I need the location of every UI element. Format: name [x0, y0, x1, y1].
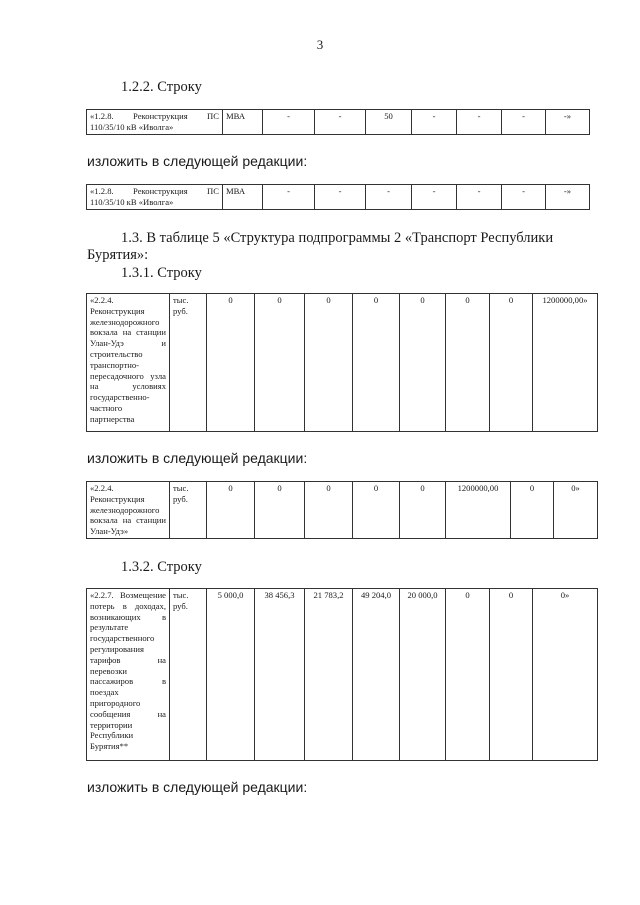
value-cell: 0	[255, 294, 305, 432]
value-cell: -	[457, 110, 502, 135]
value-cell: 5 000,0	[207, 589, 255, 761]
row-name: «1.2.8. Реконструкция ПС 110/35/10 кВ «Иволга»	[87, 185, 223, 210]
value-cell: -	[315, 110, 366, 135]
value-cell: 0	[255, 482, 305, 539]
value-cell: 0	[490, 589, 533, 761]
value-cell: -	[412, 185, 457, 210]
value-cell: -	[366, 185, 412, 210]
value-cell: 21 783,2	[305, 589, 353, 761]
page-number: 3	[316, 37, 324, 52]
value-cell: -	[502, 185, 546, 210]
table-row-2-2-4-new	[86, 481, 598, 539]
value-cell: 0	[305, 482, 353, 539]
value-cell: 0	[400, 482, 446, 539]
value-cell: 0	[446, 294, 490, 432]
value-cell: -»	[546, 110, 590, 135]
value-cell: -	[502, 110, 546, 135]
replace-label: изложить в следующей редакции:	[87, 153, 308, 169]
row-name: «2.2.7. Возмещение потерь в доходах, возникающих в результате государственного регулирования тарифов на перевозки пассажиров в поездах пригородного сообщения на территории Республики Бурятия**	[87, 589, 170, 761]
clause-1-3-1: 1.3.1. Строку	[121, 265, 202, 281]
value-cell: 0	[353, 294, 400, 432]
clause-1-3-line1: 1.3. В таблице 5 «Структура подпрограммы 2 «Транспорт Республики	[121, 230, 554, 246]
unit-cell: МВА	[223, 185, 263, 210]
clause-1-3-line2: Бурятия»:	[87, 247, 149, 263]
unit-cell: МВА	[223, 110, 263, 135]
unit-cell: тыс. руб.	[170, 589, 207, 761]
value-cell: 0	[207, 294, 255, 432]
row-name: «2.2.4. Реконструкция железнодорожного вокзала на станции Улан-Удэ и строительство транспортно-пересадочного узла на условиях государственно-частного партнерства	[87, 294, 170, 432]
value-cell: 38 456,3	[255, 589, 305, 761]
value-cell: -	[263, 185, 315, 210]
value-cell: 0	[400, 294, 446, 432]
value-cell: -»	[546, 185, 590, 210]
value-cell: 0»	[554, 482, 598, 539]
replace-label: изложить в следующей редакции:	[87, 779, 308, 795]
value-cell: 50	[366, 110, 412, 135]
value-cell: 0»	[533, 589, 598, 761]
value-cell: 1200000,00	[446, 482, 511, 539]
unit-cell: тыс. руб.	[170, 482, 207, 539]
table-row-2-2-4-old	[86, 293, 598, 432]
table-row-1-2-8-new	[86, 184, 590, 210]
row-name: «2.2.4. Реконструкция железнодорожного вокзала на станции Улан-Удэ»	[87, 482, 170, 539]
unit-cell: тыс. руб.	[170, 294, 207, 432]
row-name: «1.2.8. Реконструкция ПС 110/35/10 кВ «Иволга»	[87, 110, 223, 135]
value-cell: 0	[305, 294, 353, 432]
value-cell: -	[315, 185, 366, 210]
replace-label: изложить в следующей редакции:	[87, 450, 308, 466]
value-cell: 0	[490, 294, 533, 432]
value-cell: 1200000,00»	[533, 294, 598, 432]
value-cell: 0	[511, 482, 554, 539]
value-cell: 0	[446, 589, 490, 761]
clause-1-2-2: 1.2.2. Строку	[121, 79, 202, 95]
table-row-2-2-7-old	[86, 588, 598, 761]
value-cell: 20 000,0	[400, 589, 446, 761]
table-row-1-2-8-old	[86, 109, 590, 135]
value-cell: -	[457, 185, 502, 210]
value-cell: -	[412, 110, 457, 135]
value-cell: -	[263, 110, 315, 135]
value-cell: 0	[353, 482, 400, 539]
value-cell: 49 204,0	[353, 589, 400, 761]
value-cell: 0	[207, 482, 255, 539]
clause-1-3-2: 1.3.2. Строку	[121, 559, 202, 575]
